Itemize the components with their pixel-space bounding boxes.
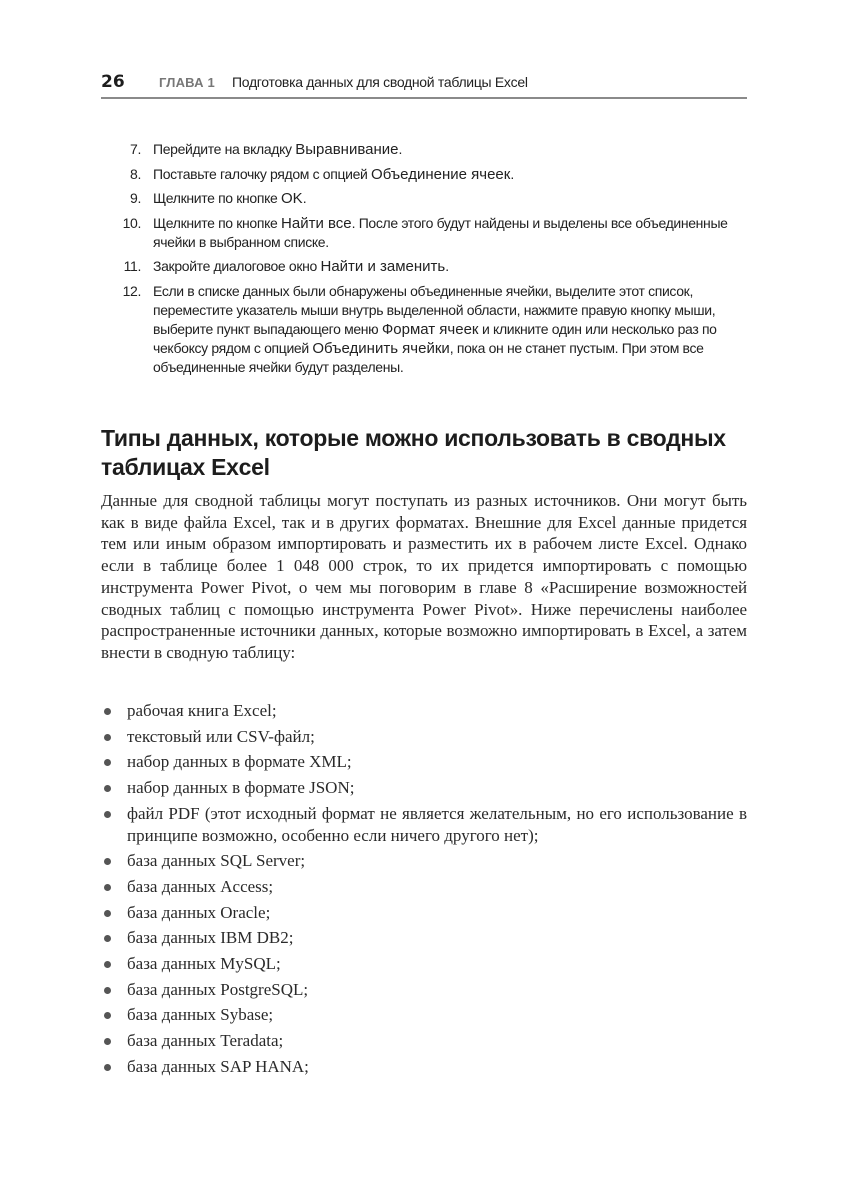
bullet-icon xyxy=(104,961,111,968)
list-item xyxy=(101,1004,747,1026)
step-text: и кликните один или несколько раз по чекбоксу рядом с опцией xyxy=(153,320,717,356)
bullet-icon xyxy=(104,785,111,792)
ui-term: Формат ячеек xyxy=(381,320,479,338)
list-item-text: база данных MySQL; xyxy=(127,954,281,974)
list-item xyxy=(101,777,747,799)
header-divider xyxy=(101,97,747,99)
step-text: . xyxy=(510,165,514,182)
step-item xyxy=(101,257,747,276)
step-number: 7. xyxy=(130,141,141,157)
bullet-icon xyxy=(104,1012,111,1019)
step-number: 11. xyxy=(123,258,141,274)
list-item xyxy=(101,1056,747,1078)
list-item-text: база данных Oracle; xyxy=(127,902,271,922)
ui-term: Найти и заменить xyxy=(320,258,446,275)
chapter-title: Подготовка данных для сводной таблицы Excel xyxy=(232,74,528,90)
list-item xyxy=(101,850,747,872)
bullet-icon xyxy=(104,759,111,766)
bullet-icon xyxy=(104,708,111,715)
bullet-icon xyxy=(104,1064,111,1071)
step-number: 10. xyxy=(122,214,141,231)
section-paragraph: Данные для сводной таблицы могут поступать из разных источников. Они могут быть как в виде файла Excel, так и в других форматах. Внешние для Excel данные придется тем или иным образом импортировать и разместить их в рабочем листе Excel. Однако если в таблице более 1 048 000 строк, то их придется импортировать с помощью инструмента Power Pivot, о чем мы поговорим в главе 8 «Расширение возможностей сводных таблиц с помощью инструмента Power Pivot». Ниже перечислены наиболее распространенные источники данных, которые возможно импортировать в Excel, а затем внести в сводную таблицу: xyxy=(101,491,747,662)
bullet-icon xyxy=(104,935,111,942)
list-item-text: база данных PostgreSQL; xyxy=(127,979,309,999)
list-item-text: база данных SAP HANA; xyxy=(127,1056,309,1076)
list-item xyxy=(101,803,747,846)
step-text: Закройте диалоговое окно xyxy=(153,258,321,274)
list-item xyxy=(101,902,747,924)
data-sources-list xyxy=(101,700,747,1082)
list-item-text: набор данных в формате JSON; xyxy=(127,778,355,798)
step-text: Щелкните по кнопке xyxy=(153,214,282,231)
bullet-icon xyxy=(104,884,111,891)
chapter-label: ГЛАВА 1 xyxy=(159,75,215,90)
running-header xyxy=(101,72,747,98)
list-item-text: база данных SQL Server; xyxy=(127,851,306,871)
step-item xyxy=(101,214,747,252)
list-item xyxy=(101,700,747,722)
list-item xyxy=(101,953,747,975)
list-item-text: база данных Teradata; xyxy=(127,1031,284,1051)
section-heading: Типы данных, которые можно использовать в сводных таблицах Excel xyxy=(101,425,726,480)
list-item-text: база данных IBM DB2; xyxy=(127,928,294,948)
bullet-icon xyxy=(104,1038,111,1045)
step-text: Перейдите на вкладку xyxy=(153,141,296,157)
step-item xyxy=(101,165,747,184)
bullet-icon xyxy=(104,910,111,917)
step-text: Щелкните по кнопке xyxy=(153,190,282,206)
list-item xyxy=(101,1030,747,1052)
step-item xyxy=(101,282,747,377)
list-item xyxy=(101,979,747,1001)
step-text: Если в списке данных были обнаружены объединенные ячейки, выделите этот список, переместите указатель мыши внутрь выделенной области, нажмите правую кнопку мыши, выберите пункт выпадающего меню xyxy=(153,282,716,337)
list-item-text: файл PDF (этот исходный формат не является желательным, но его использование в принципе возможно, особенно если ничего другого нет); xyxy=(127,803,747,845)
list-item-text: база данных Sybase; xyxy=(127,1005,274,1025)
page-number: 26 xyxy=(101,72,125,92)
bullet-icon xyxy=(104,811,111,818)
step-text: . xyxy=(445,258,449,274)
list-item-text: текстовый или CSV-файл; xyxy=(127,726,315,746)
step-text: . xyxy=(302,190,307,206)
bullet-icon xyxy=(104,858,111,865)
step-text: . xyxy=(398,141,403,157)
step-number: 9. xyxy=(130,190,141,206)
list-item-text: база данных Access; xyxy=(127,876,274,896)
ui-term: Найти все xyxy=(281,214,352,232)
list-item-text: набор данных в формате XML; xyxy=(127,752,352,772)
ui-term: Объединить ячейки xyxy=(312,339,450,357)
list-item xyxy=(101,726,747,748)
step-item xyxy=(101,189,747,208)
steps-list xyxy=(101,140,747,382)
ui-term: Выравнивание xyxy=(295,141,399,158)
step-item xyxy=(101,140,747,159)
ui-term: OK xyxy=(281,190,303,207)
ui-term: Объединение ячеек xyxy=(371,165,511,183)
step-text: Поставьте галочку рядом с опцией xyxy=(153,165,372,182)
list-item-text: рабочая книга Excel; xyxy=(127,701,277,720)
bullet-icon xyxy=(104,734,111,741)
step-number: 8. xyxy=(130,165,141,182)
bullet-icon xyxy=(104,987,111,994)
list-item xyxy=(101,927,747,949)
step-text: . После этого будут найдены и выделены все объединенные ячейки в выбранном списке. xyxy=(153,214,728,250)
list-item xyxy=(101,751,747,773)
step-text: , пока он не станет пустым. При этом все объединенные ячейки будут разделены. xyxy=(153,339,704,375)
step-number: 12. xyxy=(122,282,141,299)
list-item xyxy=(101,876,747,898)
